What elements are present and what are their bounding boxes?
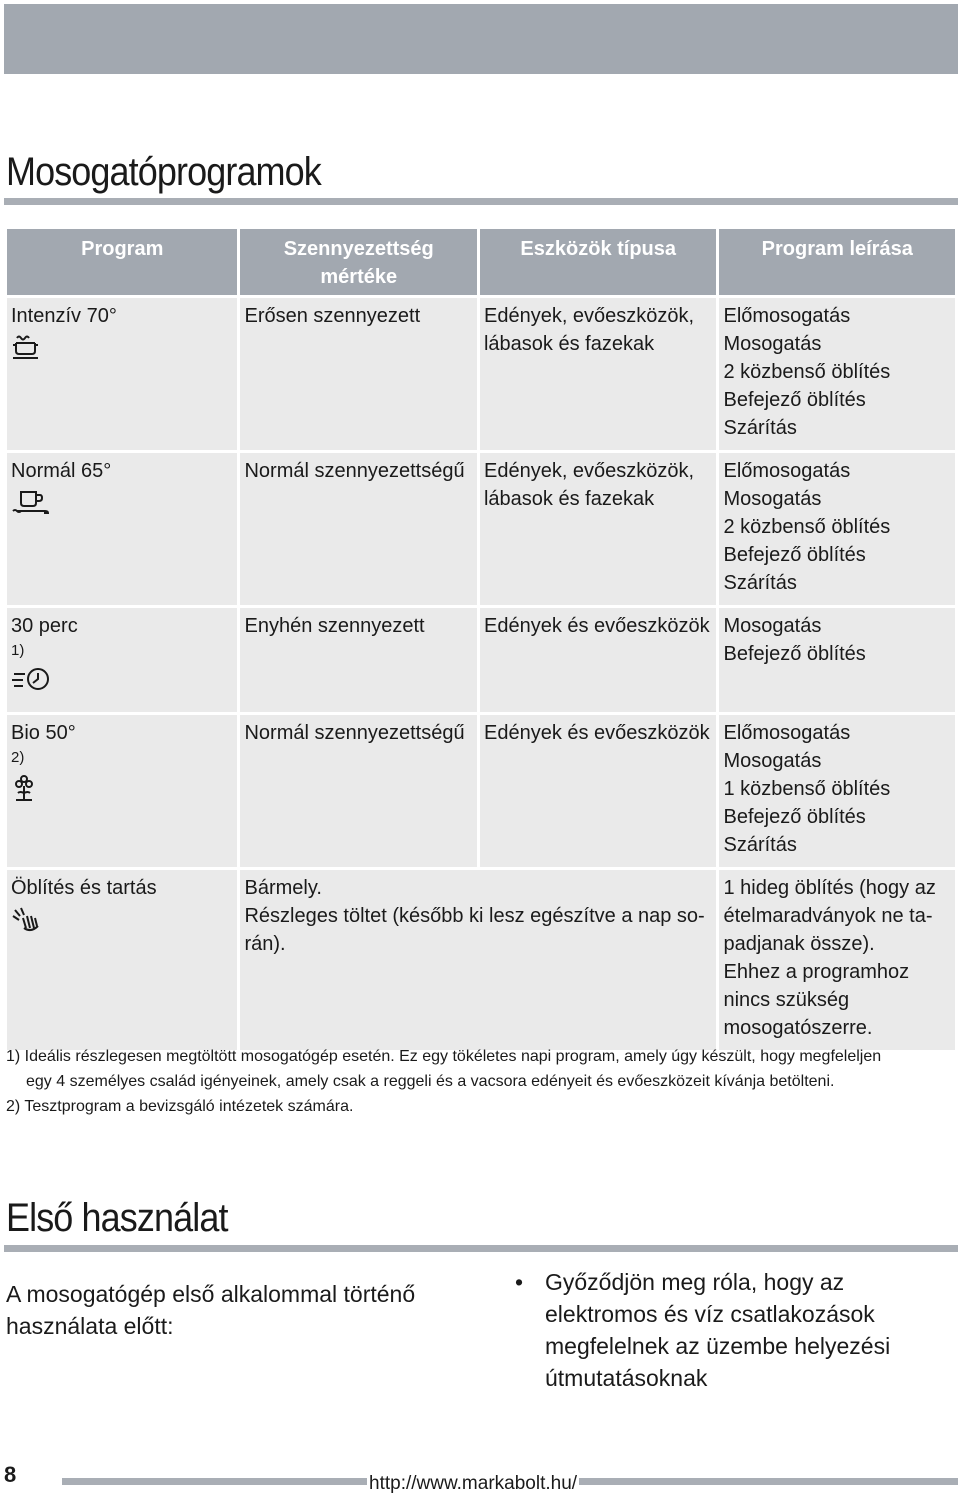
items-cell: Edények és evőeszközök bbox=[480, 715, 717, 867]
header-program: Program bbox=[7, 229, 237, 295]
description-line: Előmosogatás bbox=[723, 460, 851, 482]
soil-line: Részleges töltet (később ki lesz egészítve a nap so- bbox=[244, 905, 705, 927]
table-row bbox=[7, 608, 955, 712]
soil-cell bbox=[240, 870, 716, 1050]
description-line: 1 hideg öblítés (hogy az bbox=[723, 877, 936, 899]
description-line: Befejező öblítés bbox=[723, 643, 866, 665]
description-line: 2 közbenső öblítés bbox=[723, 361, 891, 383]
description-line: Befejező öblítés bbox=[723, 806, 866, 828]
soil-cell: Enyhén szennyezett bbox=[240, 608, 477, 712]
items-cell: Edények és evőeszközök bbox=[480, 608, 717, 712]
description-cell bbox=[719, 870, 955, 1050]
programs-table bbox=[4, 226, 958, 1053]
first-use-section-title: Első használat bbox=[6, 1196, 228, 1240]
footer-url-link[interactable]: http://www.markabolt.hu/ bbox=[369, 1473, 578, 1494]
programs-section-title: Mosogatóprogramok bbox=[6, 150, 321, 194]
rinse-hold-icon bbox=[11, 906, 233, 942]
footnote-1-continued: egy 4 személyes család igényeinek, amely csak a reggeli és a vacsora edényeit és evőeszközeit kívánja betölteni. bbox=[26, 1073, 835, 1090]
soil-line: Bármely. bbox=[244, 877, 322, 899]
table-row bbox=[7, 715, 955, 867]
intensive-pot-icon bbox=[11, 334, 233, 368]
quick-clock-icon bbox=[11, 666, 233, 700]
table-header-row bbox=[7, 229, 955, 295]
program-cell bbox=[7, 453, 237, 605]
description-cell bbox=[719, 298, 955, 450]
description-line: padjanak össze). bbox=[723, 933, 875, 955]
description-cell bbox=[719, 453, 955, 605]
description-line: ételmaradványok ne ta- bbox=[723, 905, 933, 927]
description-line: Mosogatás bbox=[723, 615, 822, 637]
soil-cell: Normál szennyezettségű bbox=[240, 715, 477, 867]
bio-flower-icon bbox=[11, 773, 233, 811]
table-row bbox=[7, 870, 955, 1050]
footnote-2: 2) Tesztprogram a bevizsgáló intézetek számára. bbox=[6, 1098, 354, 1115]
description-line: Szárítás bbox=[723, 572, 797, 594]
description-line: Mosogatás bbox=[723, 333, 822, 355]
description-line: Befejező öblítés bbox=[723, 389, 866, 411]
first-use-title-rule bbox=[4, 1245, 958, 1252]
description-line: Előmosogatás bbox=[723, 305, 851, 327]
first-use-intro: A mosogatógép első alkalommal történő használata előtt: bbox=[6, 1281, 416, 1339]
normal-cup-icon bbox=[11, 489, 233, 525]
program-footnote-ref: 2) bbox=[11, 749, 25, 766]
table-row bbox=[7, 453, 955, 605]
description-line: nincs szükség bbox=[723, 989, 850, 1011]
program-name: Öblítés és tartás bbox=[11, 877, 157, 899]
description-line: Mosogatás bbox=[723, 488, 822, 510]
program-cell bbox=[7, 715, 237, 867]
soil-line: rán). bbox=[244, 933, 286, 955]
program-name: Normál 65° bbox=[11, 460, 112, 482]
page-number: 8 bbox=[4, 1462, 17, 1487]
description-cell bbox=[719, 608, 955, 712]
description-line: Szárítás bbox=[723, 834, 797, 856]
description-line: Szárítás bbox=[723, 417, 797, 439]
header-program-description: Program leírása bbox=[719, 229, 955, 295]
program-name: 30 perc bbox=[11, 615, 78, 637]
items-cell: Edények, evőeszközök, lábasok és fazekak bbox=[480, 453, 717, 605]
list-item: • Győződjön meg róla, hogy az elektromos és víz csatlakozások megfelelnek az üzembe helyezési útmutatásoknak bbox=[515, 1266, 960, 1394]
description-line: Ehhez a programhoz bbox=[723, 961, 910, 983]
header-band bbox=[4, 4, 958, 74]
first-use-bullet-list bbox=[515, 1266, 960, 1394]
header-item-type: Eszközök típusa bbox=[480, 229, 717, 295]
soil-cell: Normál szennyezettségű bbox=[240, 453, 477, 605]
footnotes bbox=[6, 1044, 956, 1119]
description-line: Előmosogatás bbox=[723, 722, 851, 744]
items-cell: Edények, evőeszközök, lábasok és fazekak bbox=[480, 298, 717, 450]
program-footnote-ref: 1) bbox=[11, 642, 25, 659]
description-line: 1 közbenső öblítés bbox=[723, 778, 891, 800]
program-cell bbox=[7, 870, 237, 1050]
description-line: 2 közbenső öblítés bbox=[723, 516, 891, 538]
program-cell bbox=[7, 608, 237, 712]
header-soil-level: Szennyezettség mértéke bbox=[240, 229, 477, 295]
table-row bbox=[7, 298, 955, 450]
programs-title-rule bbox=[4, 198, 958, 205]
description-line: Mosogatás bbox=[723, 750, 822, 772]
soil-cell: Erősen szennyezett bbox=[240, 298, 477, 450]
footnote-1: 1) Ideális részlegesen megtöltött mosogatógép esetén. Ez egy tökéletes napi program, amely úgy készült, hogy megfeleljen bbox=[6, 1048, 882, 1065]
program-cell bbox=[7, 298, 237, 450]
program-name: Intenzív 70° bbox=[11, 305, 117, 327]
description-cell bbox=[719, 715, 955, 867]
description-line: Befejező öblítés bbox=[723, 544, 866, 566]
program-name: Bio 50° bbox=[11, 722, 76, 744]
description-line: mosogatószerre. bbox=[723, 1017, 873, 1039]
